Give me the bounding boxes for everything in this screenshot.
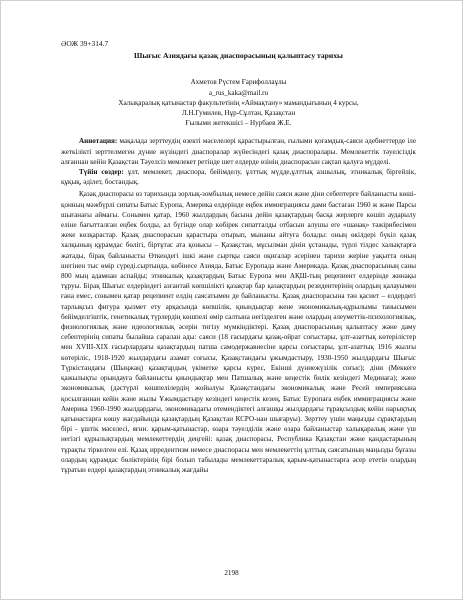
author-block [61, 77, 416, 128]
author-affiliation-2: Л.Н.Гумилев, Нұр-Сұлтан, Қазақстан [181, 109, 296, 118]
author-email[interactable]: a_rus_kaka@mail.ru [208, 88, 269, 97]
article-title: Шығыс Азиядағы қазақ диаспорасының қалыптасу тарихы [134, 51, 343, 61]
keywords-label: Түйін сөздер: [79, 168, 124, 177]
keywords-text: ұлт, мемлекет, диаспора, бейімделу, ұлттық мүдде,ұлттық азшылық, этникалық біргейлік, құқық, әділет, бостандық. [61, 168, 416, 187]
body-paragraph: Қазақ диаспорасы өз тарихында зорлық-зомбылық немесе дейін саяси және діни себептерге байланысты көші-қонның мәжбүрлі сипаты Батыс Еуропа, Америка елдерінде еңбек иммиграциясы дами бастаған 1960 ж және Парсы шығанағы аймағы. Сонымен қатар, 1960 жылдардың басына дейін қазақтардың басқа жерлерге көшіп аударылу еліне бағытталған еңбек болды, ал бүгінде олар көбірек сипатталды отбасын алушы еге «шанақ» тәжірибесімен жеке көзқарастар. Қазақ диаспорасын қарастыра отырып, мынаны айтуға болады: оның өкілдері бүкіл қазақ халқының құрамдас бөлігі, біртұтас ата қонысы – Қазақстан, мұсылман дінін ұстанады, түрлі тілдес халықтарға жатады, бірақ байланысты Өткендегі ішкі және сыртқы саяси оқиғалар әсерінен тарихи жеріне уақытта оның шегінен тыс өмір сүреді.сыртында, көбінесе Азияда, Батыс Еуропада және Америкада. Қазақ диаспорасының саны 800 мың адамнан аспайды; этникалық қазақтардың Батыс Еуропа мен АҚШ-тың рецепиент елдерінде жинақы тұруы. Бірақ Шығыс елдеріндегі азғантай көпшілікті қазақтар бар қазақтардың резидентерінің олардың қалауымен ғана емес, сонымен қатар рецепиент елдің саясатымен де байланысты. Қазақ диаспорасына тән қасиет – елдердегі тарлықсыз фигура қызмет ету арқасында көпшілік, қиындықтар жене экономикалық-құрылымы танысымен бейімделгіштік, генетикалық түрлердің көшпелі өмір салтына негізделген және олардың әлеуметтік-психологиялық, физиологиялық және идеологиялық әсерін тигізу мүмкіндіктері. Қазақ диаспорасының қалыптасу және даму себептерінің сипаты былайша саралан ады: саяси (18 ғасырдағы қазақ-ойрат соғыстары, ұлт-азаттық көтерілістер мен XVIII-XIX ғасырлардағы қазақтардың патша самодержавиесіне қарсы соғыстары, ұлт-азаттық 1916 жылғы көтеріліс, 1918-1920 жылдардағы азамат соғысы, Қазақстандағы ұжымдастыру, 1930-1950 жылдардағы Шығыс Түркістандағы (Шыңжаң) қазақтардың үкіметке қарсы күрес, Екінші дүниежүзілік соғыс); діни (Меккеге қажылықты орындауға байланысты қиындықтар мен Патшалық және кеңестік билік кезіндегі Мединаға); және экономикалық (дәстүрлі көшпелілердің жойылуы Қазақстандағы экономикалық және Ресей империясына қосылғаннан кейін және жылы Ұжымдастыру кезіндегі кеңестік кезең, Батыс Еуропаға еңбек иммиграциясы және Америка 1960-1990 жылдардағы, экономикадағы отемендіктегі алғашқы жылдардағы тұрақсыздық кейін нарықтық қатынастарға көшу жағдайында қазақтардың Қазақстан КСРО-нан шығаруы). Зерттеу үшін маңызды сұрақтардың бірі - ұштік мәселесі, яғни. қарым-қатынастар, өзара тәуелділік және өзара байланыстар халықаралық және үш негізгі құрылықтардың мемлекеттердің деңгейі: қазақ диаспорасы, Республика Қазақстан және қандастарының тұрақты тіркелген елі. Қазақ ирредентизм немесе диаспорасы мен мемлекеттің ұлттық саясатының маңызды бұғазы олардың құрамдас бөліктерінің бірі болып табылады мемлекеттаралық қарым-қатынастарға әсер ететін олардың тұратын елдері қазақтардың этникалық жағдайы [61, 190, 416, 474]
abstract-text: мақалада зерттеудің өзекті мәселелері қарастырылған, ғылыми қоғамдық-саяси әдебиеттерде іле жеткілікті зерттелмеген дүние жүзіндегі диаспоралар жүйесіндегі қазақ диаспоралары. Мемлекеттік тәуелсіздік алғаннан кейін Қазақстан Тәуелсіз мемлекет ретінде шет елдерде өзінің диаспорасын сақтап қалуға мүдделі. [61, 137, 416, 166]
udc-code: ӘОЖ 39+314.7 [61, 39, 109, 48]
keywords [61, 167, 416, 187]
abstract [61, 136, 416, 167]
supervisor: Ғылыми жетекшісі – Нурбаев Ж.Е. [185, 119, 292, 128]
author-name: Ахметов Рүстем Ғарифоллаұлы [190, 78, 287, 87]
page-number: 2198 [224, 569, 239, 577]
author-affiliation-1: Халықаралық қатынастар факультетінің «Аймақтану» мамандығының 4 курсы, [118, 98, 359, 107]
abstract-label: Аннотация: [79, 137, 118, 146]
article-content [61, 39, 416, 475]
